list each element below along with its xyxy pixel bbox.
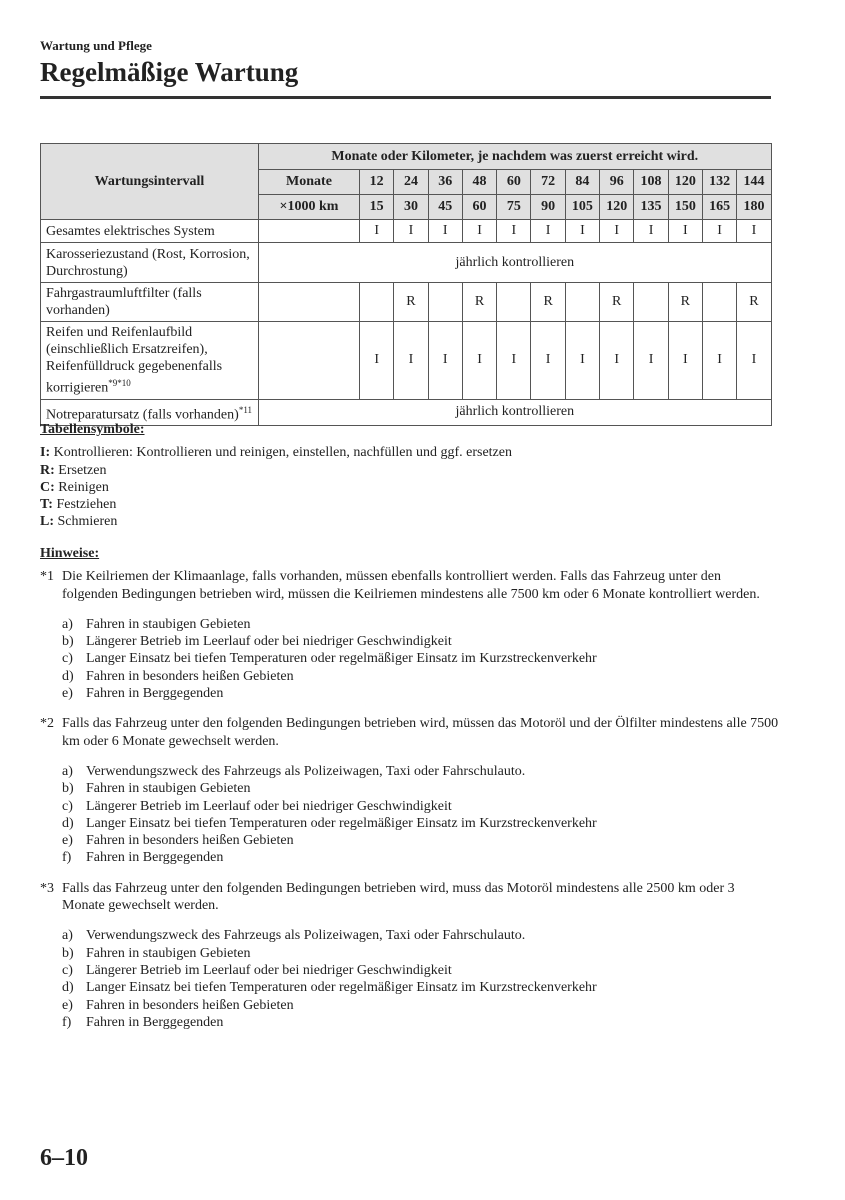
row-item-label: Gesamtes elektrisches System [46, 223, 215, 239]
km-value: 150 [668, 195, 702, 220]
km-value: 120 [600, 195, 634, 220]
condition-letter: d) [62, 980, 74, 996]
table-cell: I [462, 220, 496, 243]
table-cell: I [394, 322, 428, 400]
condition-text: Fahren in besonders heißen Gebieten [86, 833, 294, 849]
condition-item [62, 962, 780, 979]
table-row [41, 322, 772, 400]
note-item [40, 715, 780, 866]
table-cell: R [737, 283, 771, 322]
km-value: 105 [565, 195, 599, 220]
notes-section [40, 545, 780, 1044]
note-mark: *1 [40, 569, 54, 585]
section-label: Wartung und Pflege [40, 38, 152, 53]
table-cell: I [497, 322, 531, 400]
table-cell: I [497, 220, 531, 243]
condition-list [62, 927, 780, 1031]
table-cell: I [428, 220, 462, 243]
table-cell: I [702, 220, 736, 243]
months-value: 84 [565, 170, 599, 195]
condition-letter: d) [62, 668, 74, 684]
km-value: 90 [531, 195, 565, 220]
months-value: 120 [668, 170, 702, 195]
table-cell: I [600, 322, 634, 400]
row-item-cell [41, 220, 259, 243]
condition-item [62, 1014, 780, 1031]
note-body [62, 715, 780, 866]
table-row [41, 283, 772, 322]
condition-item [62, 849, 780, 866]
row-item-label: Notreparatursatz (falls vorhanden) [46, 407, 239, 423]
table-cell [565, 283, 599, 322]
condition-letter: e) [62, 997, 73, 1013]
condition-text: Fahren in Berggegenden [86, 1014, 224, 1030]
table-cell [634, 283, 668, 322]
km-value: 135 [634, 195, 668, 220]
symbol-text: Reinigen [54, 479, 109, 495]
symbol-text: Ersetzen [54, 462, 107, 478]
condition-list [62, 763, 780, 867]
km-value: 180 [737, 195, 771, 220]
condition-letter: b) [62, 945, 74, 961]
km-value: 45 [428, 195, 462, 220]
page-number: 6–10 [40, 1145, 88, 1171]
row-item-cell [41, 283, 259, 322]
condition-letter: c) [62, 651, 73, 667]
table-cell [360, 283, 394, 322]
months-value: 60 [497, 170, 531, 195]
condition-text: Längerer Betrieb im Leerlauf oder bei niedriger Geschwindigkeit [86, 634, 452, 650]
symbol-key: L: [40, 514, 54, 530]
maintenance-table-body [41, 220, 772, 426]
symbol-item [40, 462, 780, 479]
note-text: Die Keilriemen der Klimaanlage, falls vorhanden, müssen ebenfalls kontrolliert werden. Falls das Fahrzeug unter den folgenden Bedingungen betrieben wird, müssen die Keilriemen mindestens alle 7500 km oder 6 Monate kontrolliert werden. [62, 569, 760, 602]
row-blank-cell [259, 283, 360, 322]
table-cell: I [360, 322, 394, 400]
symbols-section [40, 421, 780, 531]
condition-item [62, 997, 780, 1014]
row-item-label: Fahrgastraumluftfilter (falls vorhanden) [46, 286, 202, 318]
condition-item [62, 668, 780, 685]
table-cell: I [394, 220, 428, 243]
condition-text: Fahren in staubigen Gebieten [86, 945, 251, 961]
condition-text: Verwendungszweck des Fahrzeugs als Polizeiwagen, Taxi oder Fahrschulauto. [86, 928, 526, 944]
footnote-ref: *11 [238, 404, 252, 415]
km-value: 165 [702, 195, 736, 220]
condition-text: Längerer Betrieb im Leerlauf oder bei niedriger Geschwindigkeit [86, 962, 452, 978]
condition-text: Längerer Betrieb im Leerlauf oder bei niedriger Geschwindigkeit [86, 798, 452, 814]
condition-letter: e) [62, 686, 73, 702]
months-value: 12 [360, 170, 394, 195]
condition-text: Fahren in Berggegenden [86, 686, 224, 702]
table-row [41, 243, 772, 283]
months-value: 144 [737, 170, 771, 195]
maintenance-table [40, 143, 772, 426]
table-cell: I [634, 322, 668, 400]
km-value: 15 [360, 195, 394, 220]
table-cell: R [668, 283, 702, 322]
symbol-text: Kontrollieren: Kontrollieren und reinigen, einstellen, nachfüllen und ggf. ersetzen [50, 445, 512, 461]
note-text: Falls das Fahrzeug unter den folgenden Bedingungen betrieben wird, muss das Motoröl mindestens alle 2500 km oder 3 Monate gewechselt werden. [62, 880, 735, 914]
months-value: 24 [394, 170, 428, 195]
km-value: 60 [462, 195, 496, 220]
months-value: 132 [702, 170, 736, 195]
condition-letter: b) [62, 634, 74, 650]
table-cell: I [565, 322, 599, 400]
table-cell: I [634, 220, 668, 243]
months-value: 108 [634, 170, 668, 195]
condition-item [62, 945, 780, 962]
row-span-cell: jährlich kontrollieren [259, 243, 772, 283]
row-span-cell: jährlich kontrollieren [259, 399, 772, 426]
page-title: Regelmäßige Wartung [40, 57, 299, 87]
condition-text: Langer Einsatz bei tiefen Temperaturen oder regelmäßiger Einsatz im Kurzstreckenverkehr [86, 815, 597, 831]
table-cell: R [462, 283, 496, 322]
table-cell [702, 283, 736, 322]
symbol-key: I: [40, 445, 51, 461]
condition-letter: e) [62, 833, 73, 849]
condition-text: Langer Einsatz bei tiefen Temperaturen oder regelmäßiger Einsatz im Kurzstreckenverkehr [86, 651, 597, 667]
condition-item [62, 763, 780, 780]
condition-letter: f) [62, 1014, 72, 1030]
condition-letter: c) [62, 962, 73, 978]
row-item-cell [41, 322, 259, 400]
condition-item [62, 633, 780, 650]
table-row [41, 220, 772, 243]
condition-item [62, 780, 780, 797]
table-cell: I [668, 322, 702, 400]
note-item [40, 880, 780, 1031]
condition-item [62, 832, 780, 849]
months-value: 36 [428, 170, 462, 195]
table-cell: I [565, 220, 599, 243]
symbol-key: R: [40, 462, 55, 478]
table-cell: I [668, 220, 702, 243]
span-header: Monate oder Kilometer, je nachdem was zuerst erreicht wird. [259, 144, 772, 170]
months-value: 72 [531, 170, 565, 195]
condition-item [62, 798, 780, 815]
condition-text: Fahren in Berggegenden [86, 850, 224, 866]
months-value: 96 [600, 170, 634, 195]
table-cell: I [737, 220, 771, 243]
condition-letter: c) [62, 798, 73, 814]
km-label: ×1000 km [259, 195, 360, 220]
note-item [40, 568, 780, 702]
row-item-label: Karosseriezustand (Rost, Korrosion, Durchrostung) [46, 246, 250, 279]
note-body [62, 880, 780, 1031]
km-value: 75 [497, 195, 531, 220]
footnote-ref: *9*10 [108, 378, 131, 388]
interval-header: Wartungsintervall [41, 144, 259, 220]
row-blank-cell [259, 220, 360, 243]
table-cell: I [531, 322, 565, 400]
table-cell: I [462, 322, 496, 400]
row-item-label: Reifen und Reifenlaufbild (einschließlich Ersatzreifen), Reifenfülldruck gegebenenfalls korrigieren [46, 325, 223, 396]
notes-heading: Hinweise: [40, 546, 100, 561]
table-cell [497, 283, 531, 322]
table-cell: I [531, 220, 565, 243]
condition-letter: a) [62, 928, 73, 944]
note-body [62, 568, 780, 702]
condition-item [62, 650, 780, 667]
condition-item [62, 979, 780, 996]
condition-letter: a) [62, 616, 73, 632]
table-cell: I [702, 322, 736, 400]
condition-text: Fahren in besonders heißen Gebieten [86, 997, 294, 1013]
condition-text: Verwendungszweck des Fahrzeugs als Polizeiwagen, Taxi oder Fahrschulauto. [86, 763, 526, 779]
notes-list [40, 568, 780, 1031]
symbol-item [40, 496, 780, 513]
condition-item [62, 927, 780, 944]
symbol-text: Festziehen [52, 497, 117, 513]
symbols-list [40, 444, 780, 530]
symbol-item [40, 444, 780, 461]
km-value: 30 [394, 195, 428, 220]
maintenance-table-head [41, 144, 772, 220]
condition-letter: f) [62, 850, 72, 866]
condition-item [62, 616, 780, 633]
note-mark: *3 [40, 880, 54, 896]
note-text: Falls das Fahrzeug unter den folgenden Bedingungen betrieben wird, müssen das Motoröl und der Ölfilter mindestens alle 7500 km oder 6 Monate gewechselt werden. [62, 716, 779, 749]
table-cell: I [737, 322, 771, 400]
condition-text: Langer Einsatz bei tiefen Temperaturen oder regelmäßiger Einsatz im Kurzstreckenverkehr [86, 980, 597, 996]
table-cell: I [360, 220, 394, 243]
condition-item [62, 815, 780, 832]
table-cell: I [428, 322, 462, 400]
condition-letter: a) [62, 763, 73, 779]
condition-item [62, 685, 780, 702]
table-cell: R [531, 283, 565, 322]
condition-list [62, 616, 780, 702]
table-cell: R [600, 283, 634, 322]
condition-letter: d) [62, 815, 74, 831]
months-value: 48 [462, 170, 496, 195]
row-item-cell [41, 243, 259, 283]
condition-text: Fahren in staubigen Gebieten [86, 616, 251, 632]
note-mark: *2 [40, 716, 54, 732]
row-blank-cell [259, 322, 360, 400]
condition-text: Fahren in staubigen Gebieten [86, 781, 251, 797]
symbol-key: T: [40, 497, 53, 513]
months-label: Monate [259, 170, 360, 195]
symbol-text: Schmieren [54, 514, 118, 530]
table-cell: I [600, 220, 634, 243]
table-cell: R [394, 283, 428, 322]
title-rule [40, 96, 771, 99]
symbol-key: C: [40, 479, 55, 495]
symbols-heading: Tabellensymbole: [40, 422, 145, 437]
symbol-item [40, 479, 780, 496]
table-cell [428, 283, 462, 322]
condition-text: Fahren in besonders heißen Gebieten [86, 668, 294, 684]
symbol-item [40, 513, 780, 530]
condition-letter: b) [62, 781, 74, 797]
